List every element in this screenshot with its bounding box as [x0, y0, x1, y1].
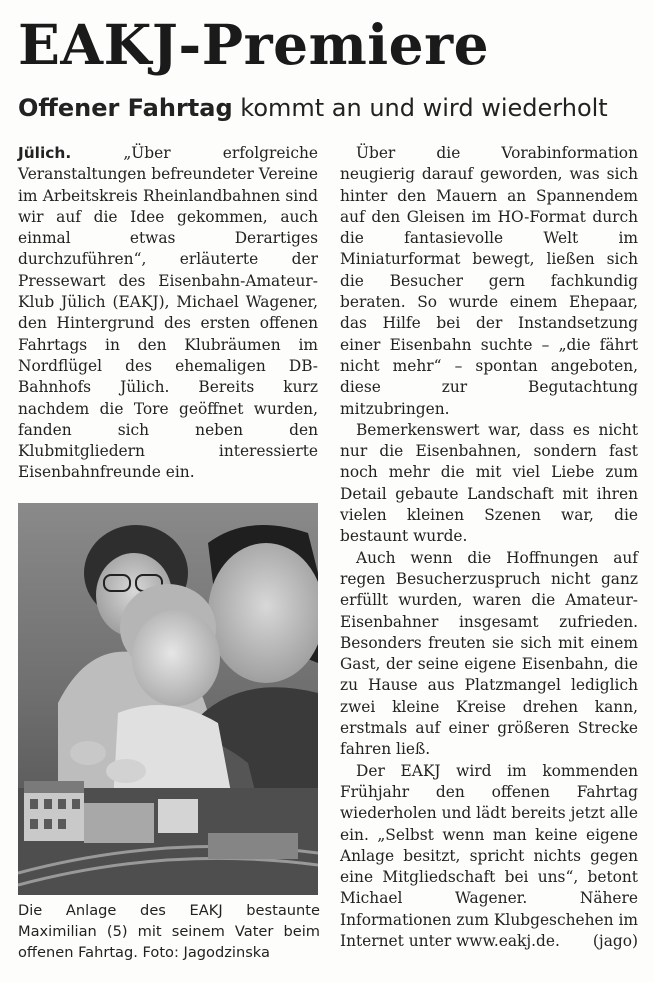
headline: EAKJ-Premiere [18, 12, 490, 77]
article-paragraph-5 [340, 761, 638, 953]
paragraph-1-text: „Über erfolgreiche Veranstaltungen befreundeter Vereine im Arbeitskreis Rheinlandbahnen sind wir auf die Idee gekommen, auch einmal etwas Derartiges durchzuführen“, erläuterte der Pressewart des Eisenbahn-Amateur-Klub Jülich (EAKJ), Michael Wagener, den Hintergrund des ersten offenen Fahrtags in den Klubräumen im Nordflügel des ehemaligen DB-Bahnhofs Jülich. Bereits kurz nachdem die Tore geöffnet wurden, fanden sich neben den Klubmitgliedern interessierte Eisenbahnfreunde ein. [18, 144, 318, 482]
article-paragraph-2: Über die Vorabinformation neugierig darauf geworden, was sich hinter den Mauern an Spannendem auf den Gleisen im HO-Format durch die fantasievolle Welt im Miniaturformat bewegt, ließen sich die Besucher gern fachkundig beraten. So wurde einem Ehepaar, das Hilfe bei der Instandsetzung einer Eisenbahn suchte – „die fährt nicht mehr“ – spontan angeboten, diese zur Begutachtung mitzubringen. [340, 144, 638, 418]
website-url: www.eakj.de. [456, 931, 560, 950]
subheadline-rest: kommt an und wird wiederholt [232, 94, 608, 122]
article-column-left [18, 143, 318, 484]
author-signature: (jago) [592, 931, 638, 950]
subheadline-bold: Offener Fahrtag [18, 94, 233, 122]
paragraph-5-text: Der EAKJ wird im kommenden Frühjahr den offenen Fahrtag wiederholen und lädt bereits jetzt alle ein. „Selbst wenn man keine eigene Anlage besitzt, spricht nichts gegen eine Mitgliedschaft bei uns“, betont Michael Wagener. Nähere Informationen zum Klubgeschehen im Internet unter [340, 761, 638, 950]
dateline: Jülich. [18, 144, 72, 162]
photo-father-son-model-railway [18, 503, 318, 895]
article-paragraph-4: Auch wenn die Hoffnungen auf regen Besucherzuspruch nicht ganz erfüllt wurden, waren die Amateur-Eisenbahner insgesamt zufrieden. Besonders freuten sie sich mit einem Gast, der seine eigene Eisenbahn, die zu Hause aus Platzmangel lediglich zwei kleine Kreise drehen kann, erstmals auf einer größeren Strecke fahren ließ. [340, 548, 638, 759]
article-paragraph-1 [18, 143, 318, 484]
article-paragraph-3: Bemerkenswert war, dass es nicht nur die Eisenbahnen, sondern fast noch mehr die mit viel Liebe zum Detail gebaute Landschaft mit ihren vielen kleinen Szenen war, die bestaunt wurde. [340, 420, 638, 546]
article-column-right [340, 143, 638, 952]
subheadline [18, 90, 638, 126]
photo-caption: Die Anlage des EAKJ bestaunte Maximilian (5) mit seinem Vater beim offenen Fahrtag. Foto: Jagodzinska [18, 902, 320, 961]
article-photo [18, 503, 318, 895]
